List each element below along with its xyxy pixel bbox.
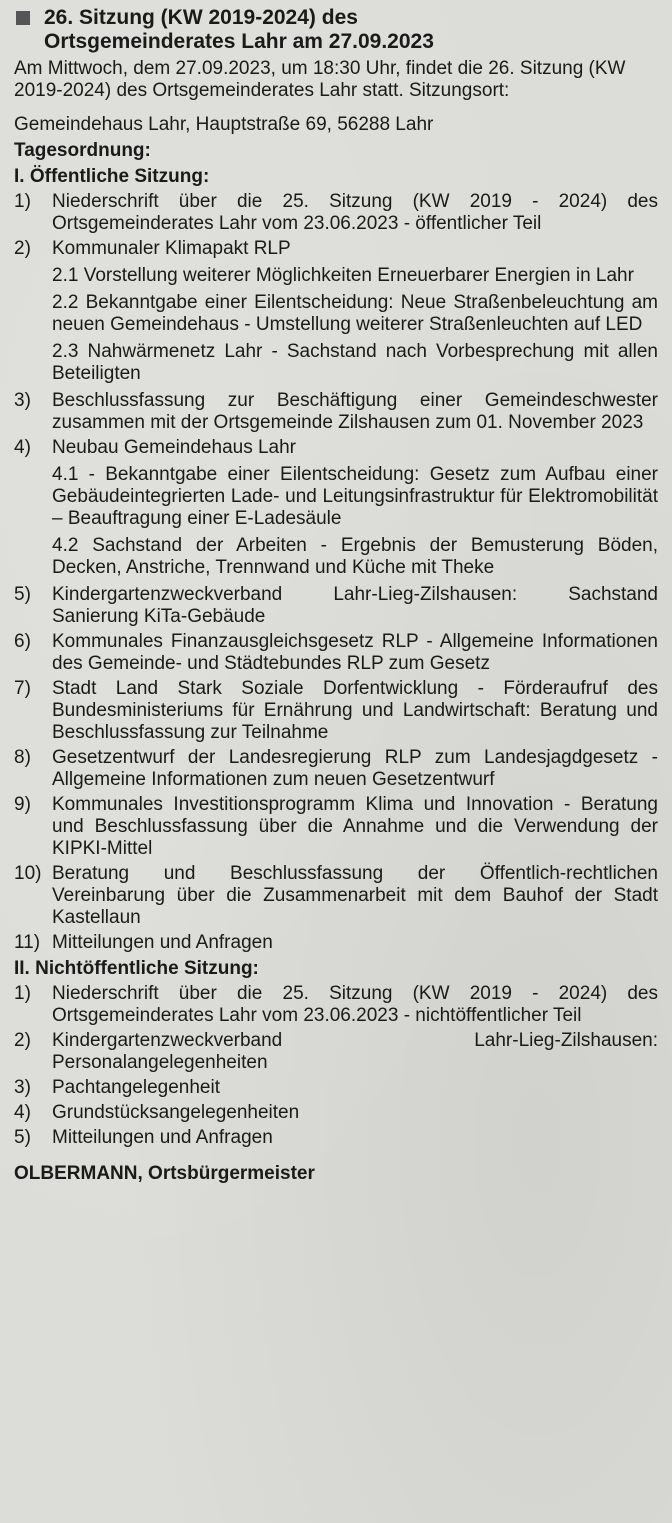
item-number: 7) [14, 678, 31, 699]
item-text: Kindergartenzweckverband Lahr-Lieg-Zilshausen: Sachstand Sanierung KiTa-Gebäude [52, 584, 658, 627]
sub-item: 4.1 - Bekanntgabe einer Eilentscheidung: Gesetz zum Aufbau einer Gebäudeintegrierten Lade- und Leitungsinfrastruktur für Elektromobilität – Beauftragung einer E-Ladesäule [52, 464, 658, 529]
agenda-heading: Tagesordnung: [14, 140, 151, 161]
item-text: Grundstücksangelegenheiten [52, 1102, 300, 1123]
item-text: Mitteilungen und Anfragen [52, 1127, 273, 1148]
item-number: 1) [14, 983, 31, 1004]
item-number: 6) [14, 631, 31, 652]
intro-paragraph: Am Mittwoch, dem 27.09.2023, um 18:30 Uhr, findet die 26. Sitzung (KW 2019-2024) des Ortsgemeinderates Lahr statt. Sitzungsort: [14, 58, 626, 101]
item-text: Kindergartenzweckverband Lahr-Lieg-Zilshausen: Personalangelegenheiten [52, 1030, 658, 1073]
item-text: Kommunales Investitionsprogramm Klima und Innovation - Beratung und Beschlussfassung über die Annahme und die Verwendung der KIPKI-Mittel [52, 794, 658, 859]
item-text: Stadt Land Stark Soziale Dorfentwicklung - Förderaufruf des Bundesministeriums für Ernährung und Landwirtschaft: Beratung und Beschlussfassung zur Teilnahme [52, 678, 658, 743]
signature: OLBERMANN, Ortsbürgermeister [14, 1163, 315, 1184]
square-bullet-icon [16, 11, 30, 25]
item-number: 5) [14, 1127, 31, 1148]
item-number: 3) [14, 1077, 31, 1098]
private-session-heading: II. Nichtöffentliche Sitzung: [14, 958, 259, 979]
item-text: Niederschrift über die 25. Sitzung (KW 2019 - 2024) des Ortsgemeinderates Lahr vom 23.06.2023 - nichtöffentlicher Teil [52, 983, 658, 1026]
sub-item: 2.2 Bekanntgabe einer Eilentscheidung: Neue Straßenbeleuchtung am neuen Gemeindehaus - Umstellung weiterer Straßenleuchten auf LED [52, 292, 658, 335]
item-number: 1) [14, 191, 31, 212]
item-number: 4) [14, 1102, 31, 1123]
item-number: 2) [14, 238, 31, 259]
list-item [14, 1102, 658, 1124]
item-text: Kommunaler Klimapakt RLP [52, 238, 291, 259]
list-item [14, 983, 658, 1027]
list-item [14, 437, 658, 459]
item-text: Beschlussfassung zur Beschäftigung einer Gemeindeschwester zusammen mit der Ortsgemeinde Zilshausen zum 01. November 2023 [52, 390, 658, 433]
list-item [14, 794, 658, 860]
list-item [14, 191, 658, 235]
item-text: Mitteilungen und Anfragen [52, 932, 273, 953]
sub-item: 2.3 Nahwärmenetz Lahr - Sachstand nach Vorbesprechung mit allen Beteiligten [52, 341, 658, 384]
item-text: Beratung und Beschlussfassung der Öffentlich-rechtlichen Vereinbarung über die Zusammenarbeit mit dem Bauhof der Stadt Kastellaun [52, 863, 658, 928]
list-item [14, 238, 658, 260]
list-item [14, 631, 658, 675]
list-item [14, 390, 658, 434]
item-number: 11) [14, 932, 41, 953]
list-item [14, 863, 658, 929]
sub-item: 4.2 Sachstand der Arbeiten - Ergebnis der Bemusterung Böden, Decken, Anstriche, Trennwand und Küche mit Theke [52, 535, 658, 578]
item-number: 4) [14, 437, 31, 458]
meeting-location: Gemeindehaus Lahr, Hauptstraße 69, 56288 Lahr [14, 114, 434, 135]
article-title-text: 26. Sitzung (KW 2019-2024) des Ortsgemeinderates Lahr am 27.09.2023 [44, 6, 434, 53]
sub-item: 2.1 Vorstellung weiterer Möglichkeiten Erneuerbarer Energien in Lahr [52, 265, 634, 286]
list-item [14, 932, 658, 954]
item-number: 3) [14, 390, 31, 411]
item-number: 2) [14, 1030, 31, 1051]
item-number: 8) [14, 747, 31, 768]
public-agenda-list [14, 191, 658, 954]
item-number: 9) [14, 794, 31, 815]
item-text: Niederschrift über die 25. Sitzung (KW 2019 - 2024) des Ortsgemeinderates Lahr vom 23.06.2023 - öffentlicher Teil [52, 191, 658, 234]
list-item [14, 1030, 658, 1074]
item-text: Kommunales Finanzausgleichsgesetz RLP - Allgemeine Informationen des Gemeinde- und Städtebundes RLP zum Gesetz [52, 631, 658, 674]
item-number: 5) [14, 584, 31, 605]
list-item [14, 747, 658, 791]
list-item [14, 1077, 658, 1099]
private-agenda-list [14, 983, 658, 1149]
list-item [14, 1127, 658, 1149]
item-text: Neubau Gemeindehaus Lahr [52, 437, 297, 458]
public-session-heading: I. Öffentliche Sitzung: [14, 166, 210, 187]
item-number: 10) [14, 863, 42, 884]
article-title [14, 6, 658, 54]
list-item [14, 584, 658, 628]
item-text: Pachtangelegenheit [52, 1077, 220, 1098]
item-text: Gesetzentwurf der Landesregierung RLP zum Landesjagdgesetz - Allgemeine Informationen zum neuen Gesetzentwurf [52, 747, 658, 790]
list-item [14, 678, 658, 744]
